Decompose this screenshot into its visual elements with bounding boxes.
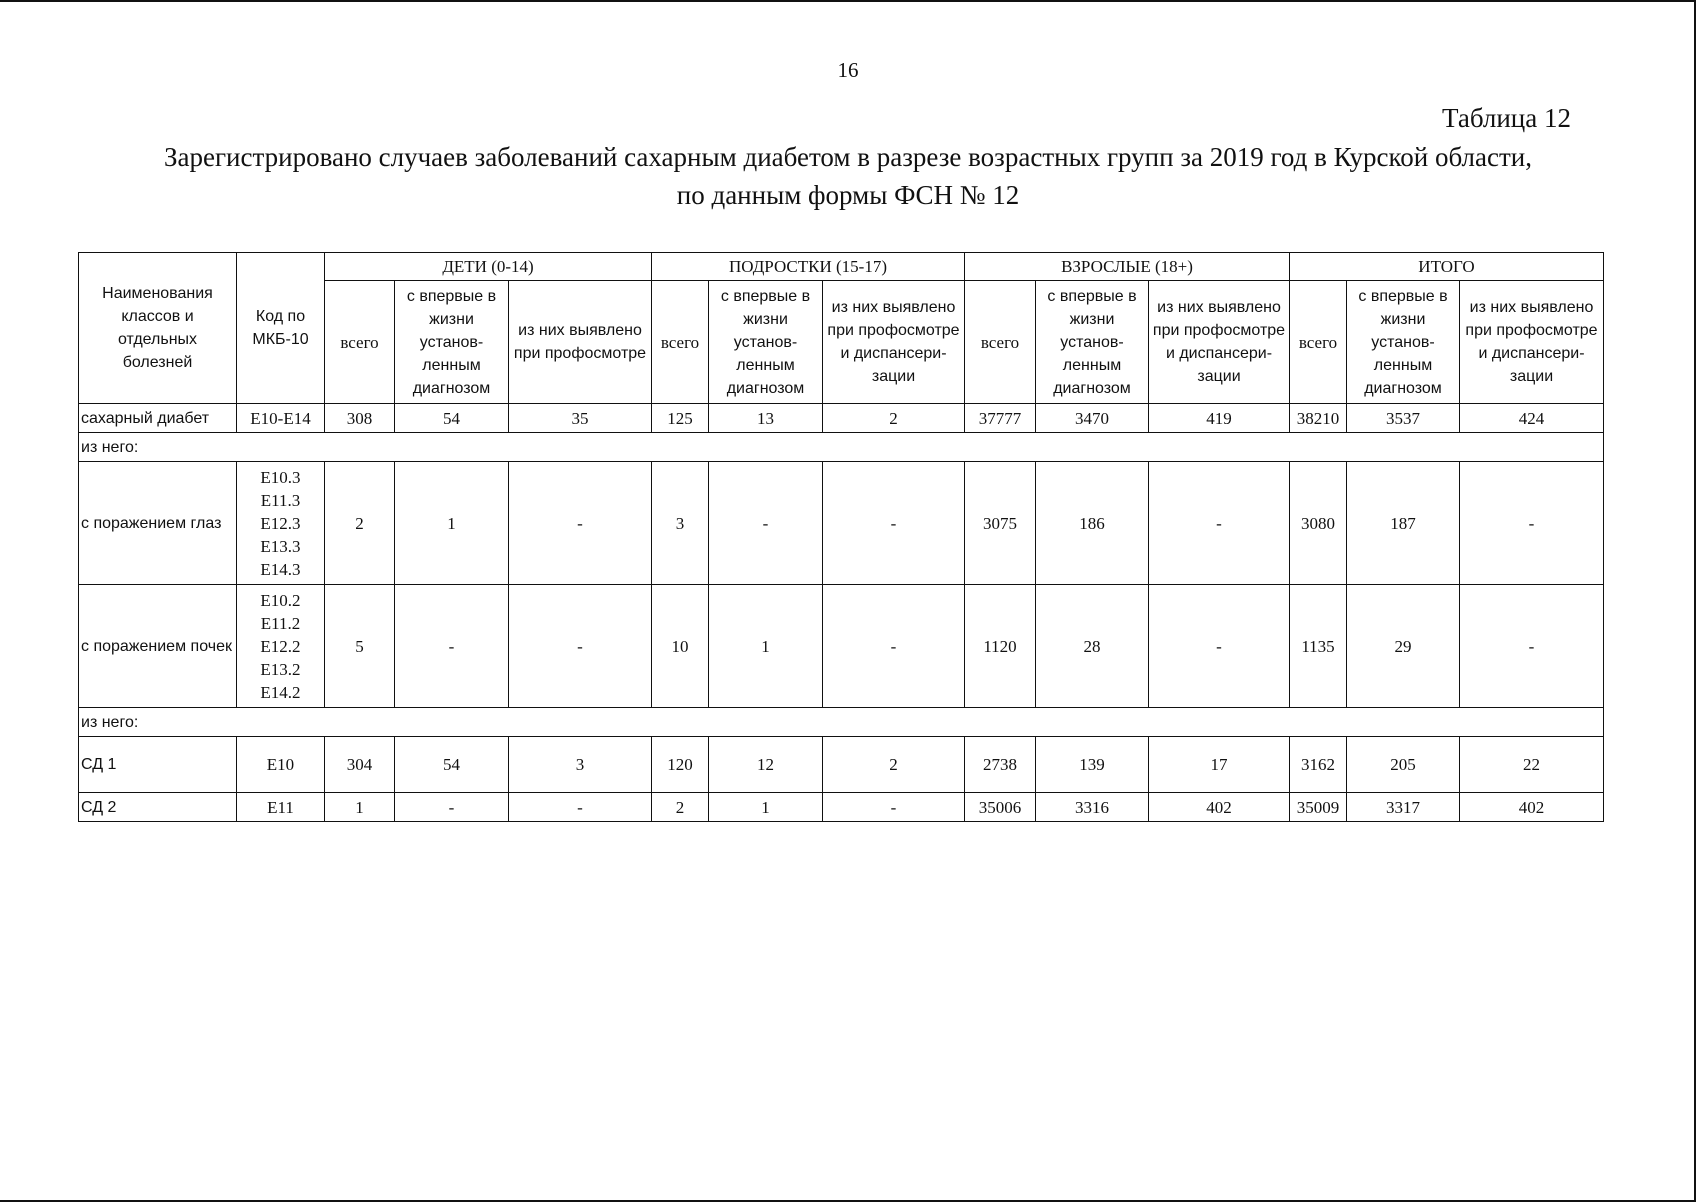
cell: 125 — [652, 404, 709, 433]
cell: 35006 — [965, 793, 1036, 822]
header-code: Код по МКБ-10 — [237, 253, 325, 404]
header-group-adults: ВЗРОСЛЫЕ (18+) — [965, 253, 1290, 281]
table-row — [79, 404, 1604, 433]
row-name: с поражением почек — [79, 585, 237, 708]
diabetes-table — [78, 252, 1604, 822]
cell: 28 — [1036, 585, 1149, 708]
code-line: E10.3 — [260, 467, 301, 487]
header-first: с впервые в жизни установ-ленным диагнозом — [709, 281, 823, 404]
code-line: E14.2 — [260, 682, 301, 702]
header-group-children: ДЕТИ (0-14) — [325, 253, 652, 281]
cell: 205 — [1347, 737, 1460, 793]
cell: 1 — [709, 585, 823, 708]
code-line: E14.3 — [260, 559, 301, 579]
cell: - — [509, 585, 652, 708]
cell: - — [1460, 462, 1604, 585]
cell: - — [823, 793, 965, 822]
cell: 308 — [325, 404, 395, 433]
subheading-row: из него: — [79, 708, 1604, 737]
header-group-total: ИТОГО — [1290, 253, 1604, 281]
cell: 402 — [1149, 793, 1290, 822]
cell: 54 — [395, 737, 509, 793]
header-total: всего — [652, 281, 709, 404]
cell: 3537 — [1347, 404, 1460, 433]
cell: 3 — [652, 462, 709, 585]
cell: 1 — [395, 462, 509, 585]
document-title — [0, 138, 1696, 214]
header-first: с впервые в жизни установ-ленным диагнозом — [1036, 281, 1149, 404]
code-line: E11.3 — [260, 490, 301, 510]
cell: - — [509, 793, 652, 822]
row-code — [237, 585, 325, 708]
cell: 12 — [709, 737, 823, 793]
code-line: E13.3 — [260, 536, 301, 556]
cell: - — [395, 793, 509, 822]
cell: 186 — [1036, 462, 1149, 585]
header-prof: из них выявлено при профосмотре — [509, 281, 652, 404]
cell: 1120 — [965, 585, 1036, 708]
cell: 13 — [709, 404, 823, 433]
cell: 304 — [325, 737, 395, 793]
row-code: E11 — [237, 793, 325, 822]
cell: 54 — [395, 404, 509, 433]
cell: 139 — [1036, 737, 1149, 793]
cell: 10 — [652, 585, 709, 708]
cell: 37777 — [965, 404, 1036, 433]
table-row — [79, 737, 1604, 793]
code-line: E12.2 — [260, 636, 301, 656]
row-code — [237, 462, 325, 585]
cell: 22 — [1460, 737, 1604, 793]
cell: 2 — [325, 462, 395, 585]
cell: 3075 — [965, 462, 1036, 585]
cell: 35 — [509, 404, 652, 433]
cell: - — [823, 462, 965, 585]
cell: 3080 — [1290, 462, 1347, 585]
cell: 419 — [1149, 404, 1290, 433]
cell: 2 — [823, 737, 965, 793]
cell: 5 — [325, 585, 395, 708]
cell: 29 — [1347, 585, 1460, 708]
row-name: СД 1 — [79, 737, 237, 793]
table-row — [79, 462, 1604, 585]
code-line: E13.2 — [260, 659, 301, 679]
cell: - — [1149, 462, 1290, 585]
cell: 1135 — [1290, 585, 1347, 708]
cell: - — [823, 585, 965, 708]
table-row — [79, 708, 1604, 737]
header-name: Наименования классов и отдельных болезней — [79, 253, 237, 404]
cell: 1 — [709, 793, 823, 822]
header-group-teens: ПОДРОСТКИ (15-17) — [652, 253, 965, 281]
title-line-1: Зарегистрировано случаев заболеваний сахарным диабетом в разрезе возрастных групп за 2019 год в Курской области, — [163, 142, 1532, 172]
cell: 3470 — [1036, 404, 1149, 433]
cell: 2 — [652, 793, 709, 822]
row-name: сахарный диабет — [79, 404, 237, 433]
cell: 3162 — [1290, 737, 1347, 793]
header-prof-disp: из них выявлено при профосмотре и диспансери-зации — [1149, 281, 1290, 404]
cell: 3317 — [1347, 793, 1460, 822]
cell: 187 — [1347, 462, 1460, 585]
page-number: 16 — [837, 58, 859, 82]
cell: - — [1460, 585, 1604, 708]
cell: - — [509, 462, 652, 585]
header-total: всего — [965, 281, 1036, 404]
cell: 3 — [509, 737, 652, 793]
row-code: E10-E14 — [237, 404, 325, 433]
cell: 2 — [823, 404, 965, 433]
cell: 120 — [652, 737, 709, 793]
title-line-2: по данным формы ФСН № 12 — [676, 180, 1020, 210]
cell: 38210 — [1290, 404, 1347, 433]
header-total: всего — [1290, 281, 1347, 404]
subheading-row: из него: — [79, 433, 1604, 462]
code-line: E10.2 — [260, 590, 301, 610]
cell: 2738 — [965, 737, 1036, 793]
row-code: E10 — [237, 737, 325, 793]
cell: 402 — [1460, 793, 1604, 822]
header-prof-disp: из них выявлено при профосмотре и диспансери-зации — [823, 281, 965, 404]
row-name: с поражением глаз — [79, 462, 237, 585]
cell: 424 — [1460, 404, 1604, 433]
header-total: всего — [325, 281, 395, 404]
cell: 17 — [1149, 737, 1290, 793]
table-label: Таблица 12 — [1442, 103, 1571, 133]
header-first: с впервые в жизни установ-ленным диагнозом — [395, 281, 509, 404]
row-name: СД 2 — [79, 793, 237, 822]
table-row — [79, 585, 1604, 708]
code-line: E12.3 — [260, 513, 301, 533]
cell: - — [1149, 585, 1290, 708]
cell: 3316 — [1036, 793, 1149, 822]
cell: 35009 — [1290, 793, 1347, 822]
header-prof-disp: из них выявлено при профосмотре и диспансери-зации — [1460, 281, 1604, 404]
cell: - — [709, 462, 823, 585]
code-line: E11.2 — [260, 613, 301, 633]
header-first: с впервые в жизни установ-ленным диагнозом — [1347, 281, 1460, 404]
table-row — [79, 433, 1604, 462]
table-row — [79, 793, 1604, 822]
cell: 1 — [325, 793, 395, 822]
cell: - — [395, 585, 509, 708]
